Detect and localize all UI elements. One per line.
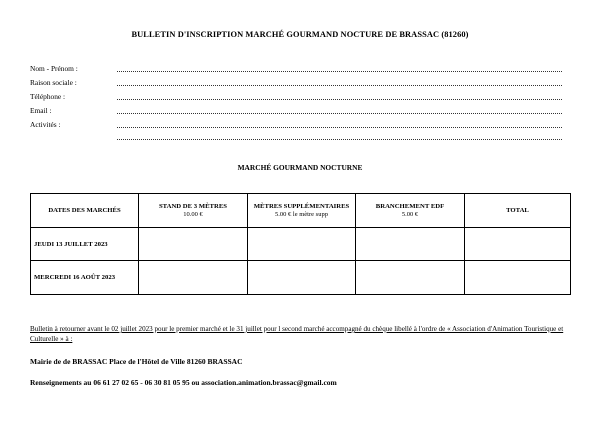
fill-line-extra[interactable]: [117, 139, 562, 140]
cell-branchement[interactable]: [356, 228, 465, 261]
field-label: Activités :: [30, 120, 61, 129]
table-title: MARCHÉ GOURMAND NOCTURNE: [237, 163, 363, 172]
field-activites[interactable]: [30, 119, 562, 130]
cell-stand[interactable]: [139, 228, 248, 261]
fill-line: [117, 85, 562, 86]
header-dates-label: DATES DES MARCHÉS: [48, 206, 121, 214]
table-header-row: [31, 194, 571, 228]
table-row: [31, 228, 571, 261]
field-label: Raison sociale :: [30, 78, 77, 87]
fill-line: [117, 99, 562, 100]
fill-line: [117, 71, 562, 72]
header-branchement-price: 5.00 €: [401, 211, 419, 218]
cell-stand[interactable]: [139, 261, 248, 295]
header-dates: [31, 194, 139, 228]
field-label: Email :: [30, 106, 52, 115]
cell-total[interactable]: [465, 228, 571, 261]
header-metres-price: 5.00 € le mètre supp: [275, 211, 328, 218]
mailing-address: Mairie de de BRASSAC Place de l'Hôtel de Ville 81260 BRASSAC: [30, 357, 243, 366]
row-date: JEUDI 13 JUILLET 2023: [31, 228, 139, 261]
field-nom-prenom[interactable]: [30, 63, 562, 74]
header-stand-label: STAND DE 3 MÈTRES: [158, 203, 228, 210]
field-label: Nom - Prénom :: [30, 64, 78, 73]
fill-line: [117, 127, 562, 128]
header-branchement: [356, 194, 465, 228]
row-date: MERCREDI 16 AOÛT 2023: [31, 261, 139, 295]
table-row: [31, 261, 571, 295]
document-title: BULLETIN D'INSCRIPTION MARCHÉ GOURMAND NOCTURE DE BRASSAC (81260): [131, 30, 469, 39]
field-telephone[interactable]: [30, 91, 562, 102]
cell-branchement[interactable]: [356, 261, 465, 295]
cell-metres[interactable]: [248, 228, 356, 261]
fill-line: [117, 113, 562, 114]
header-metres-label: MÈTRES SUPPLÉMENTAIRES: [253, 203, 350, 210]
header-total-label: TOTAL: [506, 206, 529, 214]
header-stand-price: 10.00 €: [183, 211, 203, 218]
cell-total[interactable]: [465, 261, 571, 295]
header-branchement-label: BRANCHEMENT EDF: [375, 203, 445, 210]
header-stand: [139, 194, 248, 228]
field-label: Téléphone :: [30, 92, 66, 101]
field-raison-sociale[interactable]: [30, 77, 562, 88]
contact-info: Renseignements au 06 61 27 02 65 - 06 30 81 05 95 ou association.animation.brassac@gmail.com: [30, 378, 337, 387]
field-email[interactable]: [30, 105, 562, 116]
header-metres: [248, 194, 356, 228]
registration-table: [30, 193, 571, 295]
cell-metres[interactable]: [248, 261, 356, 295]
header-total: [465, 194, 571, 228]
return-instructions: Bulletin à retourner avant le 02 juillet 2023 pour le premier marché et le 31 juillet pour l second marché accompagné du chèque libellé à l'ordre de « Association d'Animation Touristique et Culturelle » à :: [30, 325, 564, 343]
